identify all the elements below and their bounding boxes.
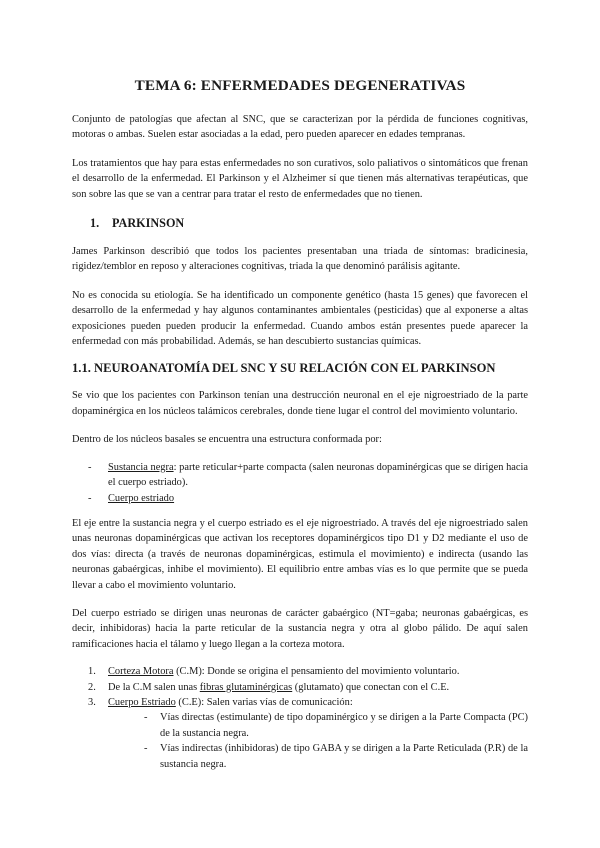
neuro-paragraph-1: Se vio que los pacientes con Parkinson tenían una destrucción neuronal en el eje nigroestriado de la parte dopaminérgica en los núcleos talámicos cerebrales, donde tiene lugar el control del movimiento voluntario. (72, 390, 528, 417)
dash-bullet: - (144, 743, 148, 755)
dash-bullet: - (144, 712, 148, 724)
step-term: fibras glutaminérgicas (199, 681, 293, 693)
step-number: 3. (88, 696, 96, 708)
intro-paragraph: Conjunto de patologías que afectan al SNC, que se caracterizan por la pérdida de funciones cognitivas, motoras o ambas. Suelen estar asociadas a la edad, pero pueden aparecer en edades tempranas. (72, 114, 528, 141)
dash-bullet: - (88, 492, 92, 504)
pathways-list (108, 710, 528, 772)
step-pre: De la C.M salen unas (108, 681, 200, 693)
step-post: (C.M): Donde se origina el pensamiento del movimiento voluntario. (173, 666, 460, 678)
list-item (144, 741, 528, 772)
neuro-paragraph-4: Del cuerpo estriado se dirigen unas neuronas de carácter gabaérgico (NT=gaba; neuronas gabaérgicas, es decir, inhibidoras) hacia la parte reticular de la sustancia negra y otra al globo pálido. De aquí salen ramificaciones hacia el tálamo y luego llegan a la corteza motora. (72, 607, 528, 650)
list-item (88, 695, 528, 772)
pathway-text: Vías directas (estimulante) de tipo dopaminérgico y se dirigen a la Parte Compacta (PC) de la sustancia negra. (160, 712, 528, 739)
parkinson-paragraph-2: No es conocida su etiología. Se ha identificado un componente genético (hasta 15 genes) que favorecen el desarrollo de la enfermedad y hay algunos contaminantes ambientales (pesticidas) que al exponerse a altas exposiciones pueden pueden producir la enfermedad. Cuando ambos están presentes puede aparecer la enfermedad con más probabilidad. Además, se han descubierto sustancias químicas. (72, 289, 528, 348)
description: : parte reticular+parte compacta (salen neuronas dopaminérgicas que se dirigen hacia el cuerpo estriado). (108, 461, 528, 489)
term: Cuerpo estriado (108, 492, 175, 504)
section-title: PARKINSON (112, 216, 185, 231)
step-term: Cuerpo Estriado (108, 696, 176, 708)
step-term: Corteza Motora (108, 666, 174, 678)
dash-bullet: - (88, 461, 92, 473)
step-post: (glutamato) que conectan con el C.E. (292, 681, 450, 693)
neuro-paragraph-3: El eje entre la sustancia negra y el cuerpo estriado es el eje nigroestriado. A través del eje nigroestriado salen unas neuronas dopaminérgicas que activan los receptores dopaminérgicos tipo D1 y D2 mediante el uso de dos vías: directa (a través de neuronas dopaminérgicas, estimula el movimiento) e indirecta (usando las neuronas gabaérgicas, inhibe el movimiento). El equilibrio entre ambas vías es lo que permite que se pueda llevar a cabo el movimiento voluntario. (72, 517, 528, 591)
step-post: (C.E): Salen varias vías de comunicación: (175, 696, 353, 708)
section-heading-parkinson (72, 215, 528, 231)
list-item (88, 664, 528, 679)
subsection-heading-neuroanatomy: 1.1. NEUROANATOMÍA DEL SNC Y SU RELACIÓN CON EL PARKINSON (72, 361, 496, 376)
list-item (88, 460, 528, 491)
list-item (88, 680, 528, 695)
page-title: TEMA 6: ENFERMEDADES DEGENERATIVAS (134, 77, 466, 94)
parkinson-paragraph-1: James Parkinson describió que todos los pacientes presentaban una triada de síntomas: bradicinesia, rigidez/temblor en reposo y alteraciones cognitivas, triada la que denominó parálisis agitante. (72, 246, 528, 273)
step-number: 2. (88, 681, 96, 693)
section-number: 1. (90, 216, 100, 231)
pathway-text: Vías indirectas (inhibidoras) de tipo GABA y se dirigen a la Parte Reticulada (P.R) de la sustancia negra. (160, 743, 528, 770)
term: Sustancia negra (108, 461, 174, 473)
treatments-paragraph: Los tratamientos que hay para estas enfermedades no son curativos, solo paliativos o sintomáticos que frenan el desarrollo de la enfermedad. El Parkinson y el Alzheimer sí que tienen más alternativas terapéuticas, que son sobre las que se van a centrar para tratar el resto de enfermedades que no tienen. (72, 157, 528, 200)
structures-list (72, 460, 528, 506)
list-item (144, 710, 528, 741)
list-item (88, 491, 528, 506)
steps-list (72, 664, 528, 772)
neuro-paragraph-2: Dentro de los núcleos basales se encuentra una estructura conformada por: (72, 434, 382, 446)
step-number: 1. (88, 666, 96, 678)
